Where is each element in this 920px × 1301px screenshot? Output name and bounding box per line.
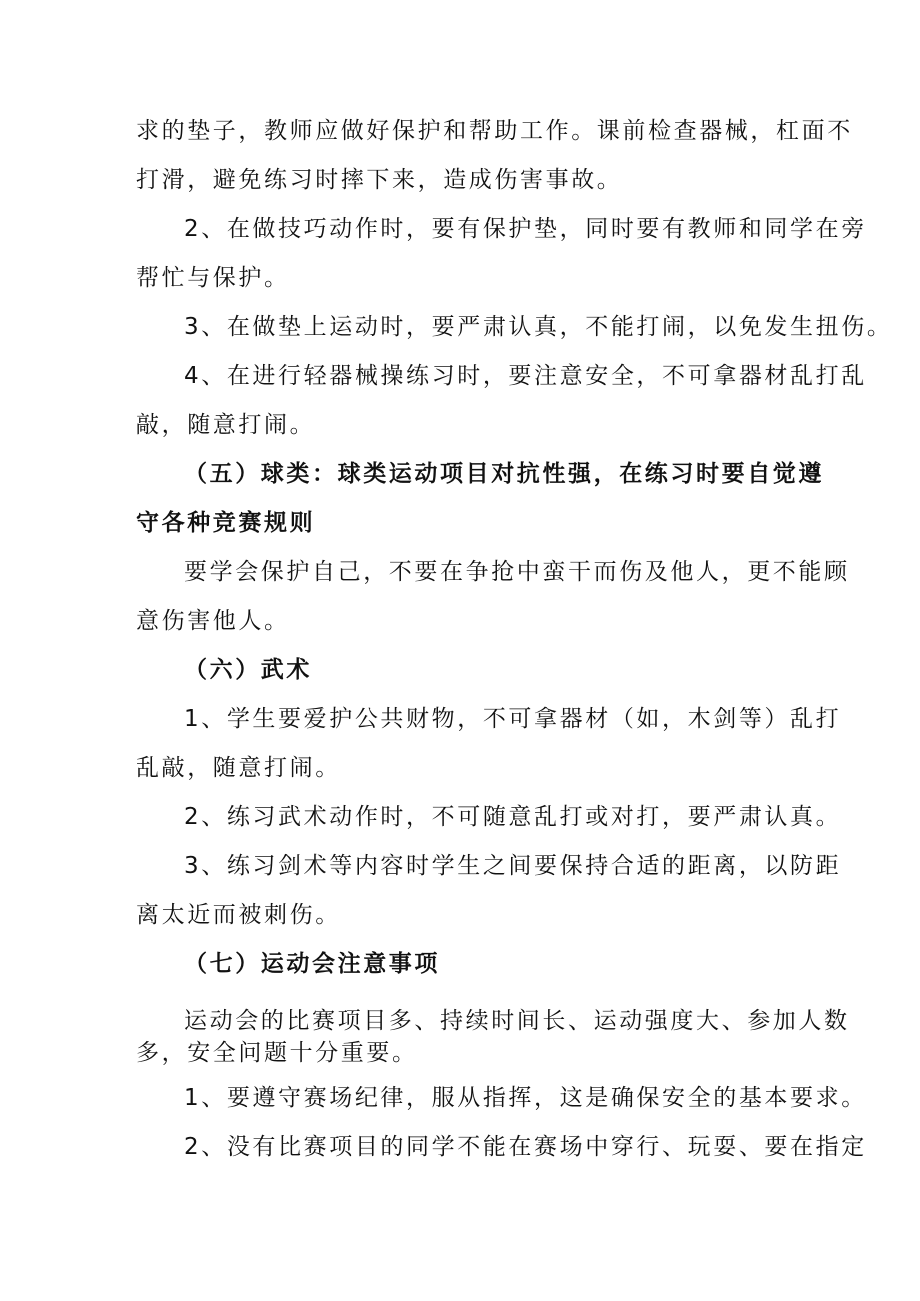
list-item-line: 2、练习武术动作时，不可随意乱打或对打，要严肃认真。: [184, 804, 842, 830]
section-heading: （六）武术: [184, 657, 312, 683]
list-item-line: 3、练习剑术等内容时学生之间要保持合适的距离，以防距: [184, 853, 842, 879]
section-heading: （七）运动会注意事项: [184, 951, 440, 977]
paragraph-line: 运动会的比赛项目多、持续时间长、运动强度大、参加人数: [184, 1008, 850, 1034]
list-item-line: 4、在进行轻器械操练习时，要注意安全，不可拿器材乱打乱: [184, 363, 867, 389]
list-item-line: 敲，随意打闹。: [136, 412, 316, 438]
paragraph-line: 多，安全问题十分重要。: [136, 1040, 418, 1066]
list-item-line: 乱敲，随意打闹。: [136, 755, 341, 781]
list-item-line: 帮忙与保护。: [136, 265, 290, 291]
paragraph-line: 求的垫子，教师应做好保护和帮助工作。课前检查器械，杠面不: [136, 118, 853, 144]
list-item-line: 1、学生要爱护公共财物，不可拿器材（如，木剑等）乱打: [184, 706, 842, 732]
list-item-line: 3、在做垫上运动时，要严肃认真，不能打闹，以免发生扭伤。: [184, 314, 893, 340]
section-heading: （五）球类：球类运动项目对抗性强，在练习时要自觉遵: [184, 461, 824, 487]
section-heading: 守各种竞赛规则: [136, 510, 316, 536]
paragraph-line: 打滑，避免练习时摔下来，造成伤害事故。: [136, 167, 623, 193]
list-item-line: 离太近而被刺伤。: [136, 902, 341, 928]
list-item-line: 2、在做技巧动作时，要有保护垫，同时要有教师和同学在旁: [184, 216, 867, 242]
paragraph-line: 意伤害他人。: [136, 608, 290, 634]
list-item-line: 1、要遵守赛场纪律，服从指挥，这是确保安全的基本要求。: [184, 1085, 867, 1111]
paragraph-line: 要学会保护自己，不要在争抢中蛮干而伤及他人，更不能顾: [184, 559, 850, 585]
list-item-line: 2、没有比赛项目的同学不能在赛场中穿行、玩耍、要在指定: [184, 1134, 867, 1160]
